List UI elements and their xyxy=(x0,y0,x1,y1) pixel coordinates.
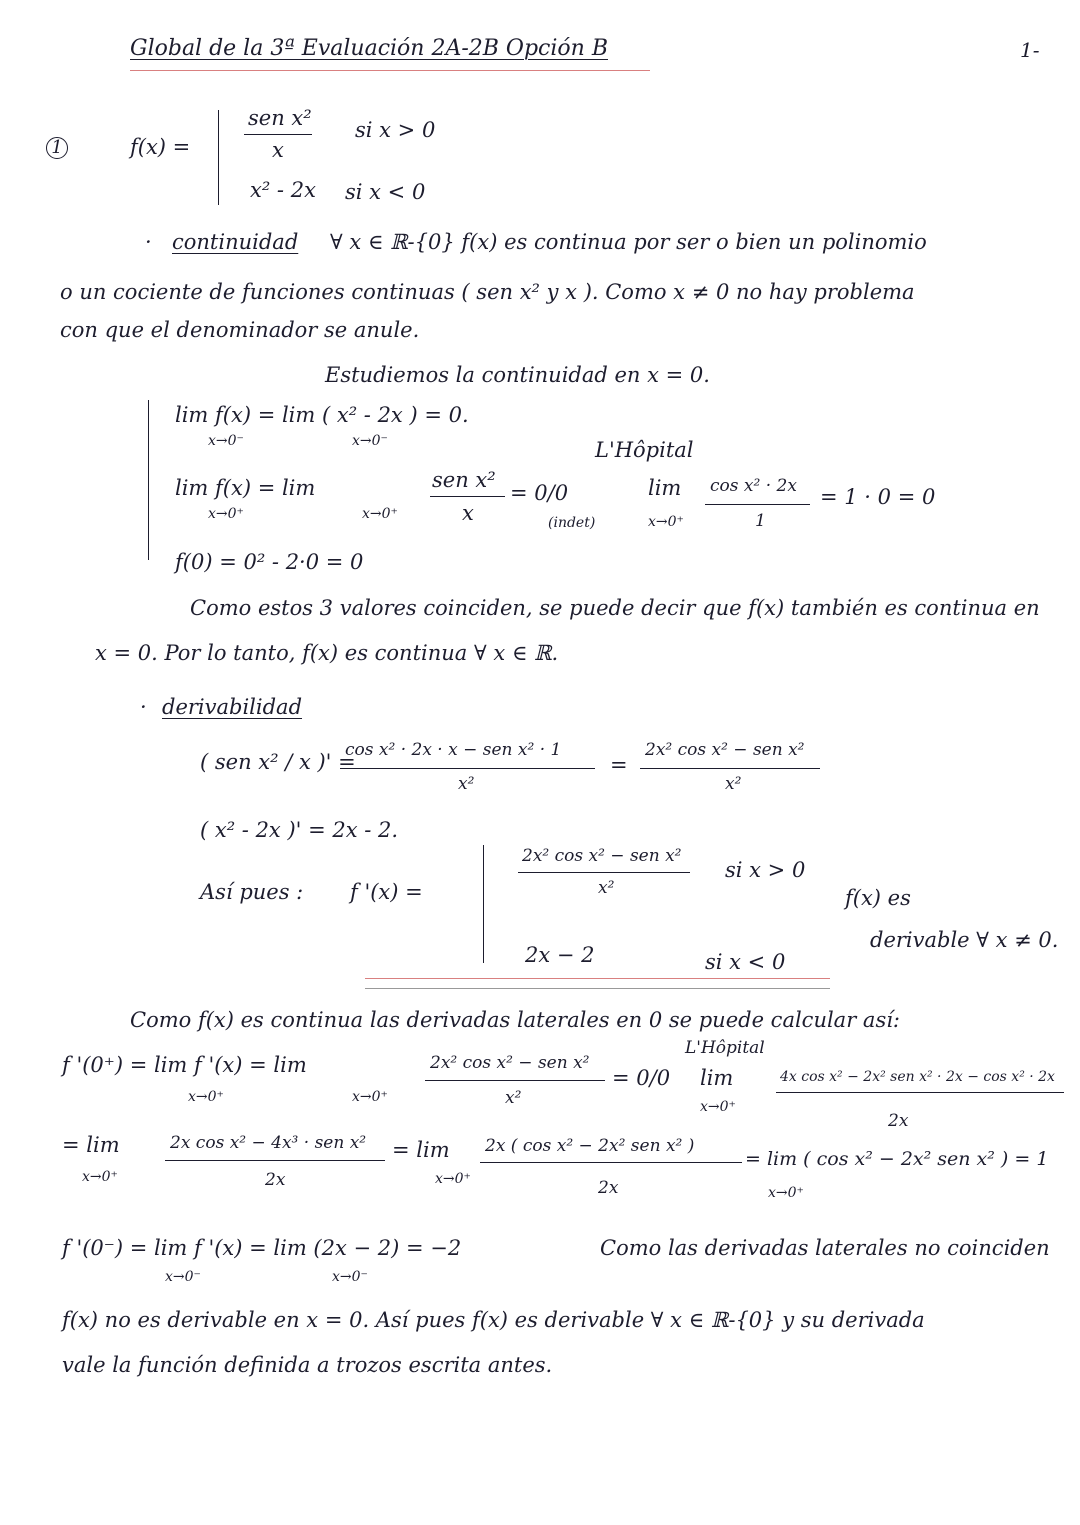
row2-equals-lim: = lim xyxy=(392,1138,450,1162)
limit-right-subscript: x→0⁺ xyxy=(208,506,244,522)
section-separator xyxy=(365,978,830,979)
limit-right-numerator: sen x² xyxy=(432,468,496,492)
function-label: f(x) = xyxy=(130,135,191,159)
fprime-branch2: 2x − 2 xyxy=(525,943,595,967)
zero-over-zero: = 0/0 xyxy=(510,481,569,505)
hopital-label: L'Hôpital xyxy=(595,438,694,462)
fp0plus-hopital-numerator: 4x cos x² − 2x² sen x² · 2x − cos x² · 2x xyxy=(780,1069,1055,1085)
fprime-branch1-condition: si x > 0 xyxy=(725,858,806,882)
row2-numerator-2: 2x ( cos x² − 2x² sen x² ) xyxy=(485,1136,695,1156)
no-coinciden-text: Como las derivadas laterales no coinciden xyxy=(600,1236,1050,1260)
hopital-result: = 1 · 0 = 0 xyxy=(820,485,936,509)
row2-denominator-2: 2x xyxy=(598,1178,619,1198)
branch1-fraction-bar xyxy=(244,134,312,135)
limit-left-subscript-2: x→0⁻ xyxy=(352,433,388,449)
derivative-1-fraction-bar xyxy=(340,768,595,769)
derivable-note-2: derivable ∀ x ≠ 0. xyxy=(870,928,1059,952)
final-text-2: vale la función definida a trozos escrita antes. xyxy=(62,1353,553,1377)
limit-right: lim f(x) = lim xyxy=(175,476,316,500)
fprime-brace xyxy=(483,845,484,963)
row2-lim: = lim xyxy=(62,1133,120,1157)
fp0plus-hopital-bar xyxy=(776,1092,1064,1093)
continuity-text-1: ∀ x ∈ ℝ-{0} f(x) es continua por ser o bien un polinomio xyxy=(330,230,927,254)
derivative-1-denominator: x² xyxy=(458,774,475,794)
continuity-text-2: o un cociente de funciones continuas ( sen x² y x ). Como x ≠ 0 no hay problema xyxy=(60,280,915,304)
page-title: Global de la 3ª Evaluación 2A-2B Opción B xyxy=(130,36,608,61)
problem-number: 1 xyxy=(46,137,68,159)
fp0minus-subscript-1: x→0⁻ xyxy=(165,1269,201,1285)
row2-fraction-bar xyxy=(165,1160,385,1161)
final-text-1: f(x) no es derivable en x = 0. Así pues f(x) es derivable ∀ x ∈ ℝ-{0} y su derivada xyxy=(62,1308,925,1332)
row2-fraction-bar-2 xyxy=(480,1162,742,1163)
limit-left: lim f(x) = lim ( x² - 2x ) = 0. xyxy=(175,403,469,427)
fp0minus-subscript-2: x→0⁻ xyxy=(332,1269,368,1285)
hopital-subscript: x→0⁺ xyxy=(648,514,684,530)
derivability-heading: derivabilidad xyxy=(162,695,303,719)
hopital-numerator: cos x² · 2x xyxy=(710,476,797,496)
branch2-expression: x² - 2x xyxy=(250,178,316,202)
continuity-heading: continuidad xyxy=(172,230,299,254)
row2-final: = lim ( cos x² − 2x² sen x² ) = 1 xyxy=(745,1148,1049,1170)
derivative-1-simplified-bar xyxy=(640,768,820,769)
branch2-condition: si x < 0 xyxy=(345,180,426,204)
derivable-note-1: f(x) es xyxy=(845,886,911,910)
fp0plus-fraction-bar xyxy=(425,1080,605,1081)
fp0plus-hopital-subscript: x→0⁺ xyxy=(700,1099,736,1115)
section-separator-2 xyxy=(365,988,830,989)
limit-right-fraction-bar xyxy=(430,496,505,497)
fprime-label: f '(x) = xyxy=(350,880,423,904)
fp0plus-hopital-lim: lim xyxy=(700,1066,734,1090)
limit-right-subscript-2: x→0⁺ xyxy=(362,506,398,522)
fprime-branch1-bar xyxy=(518,872,690,873)
branch1-denominator: x xyxy=(272,138,284,162)
fprime-branch2-condition: si x < 0 xyxy=(705,950,786,974)
f-at-zero: f(0) = 0² - 2·0 = 0 xyxy=(175,550,364,574)
continuity-conclusion-1: Como estos 3 valores coinciden, se puede decir que f(x) también es continua en xyxy=(190,596,1040,620)
fp0plus-subscript-1: x→0⁺ xyxy=(188,1089,224,1105)
fprime-branch1-numerator: 2x² cos x² − sen x² xyxy=(522,846,682,866)
continuity-conclusion-2: x = 0. Por lo tanto, f(x) es continua ∀ x ∈ ℝ. xyxy=(95,641,559,665)
row2-numerator: 2x cos x² − 4x³ · sen x² xyxy=(170,1133,367,1153)
fp0plus-hopital-label: L'Hôpital xyxy=(685,1038,765,1058)
bullet: · xyxy=(140,695,147,719)
row2-subscript-2: x→0⁺ xyxy=(435,1171,471,1187)
derivative-1-equals: = xyxy=(610,753,628,777)
row2-subscript-1: x→0⁺ xyxy=(82,1169,118,1185)
lateral-intro: Como f(x) es continua las derivadas laterales en 0 se puede calcular así: xyxy=(130,1008,901,1032)
bullet: · xyxy=(145,230,152,254)
hopital-lim: lim xyxy=(648,476,682,500)
limit-left-subscript: x→0⁻ xyxy=(208,433,244,449)
derivative-1-lhs: ( sen x² / x )' = xyxy=(200,750,356,774)
fp0plus-denominator: x² xyxy=(505,1088,522,1108)
fp0plus-subscript-2: x→0⁺ xyxy=(352,1089,388,1105)
fprime-branch1-denominator: x² xyxy=(598,878,615,898)
hopital-denominator: 1 xyxy=(755,511,766,531)
fp0plus-hopital-denominator: 2x xyxy=(888,1111,909,1131)
continuity-study-line: Estudiemos la continuidad en x = 0. xyxy=(325,363,710,387)
branch1-condition: si x > 0 xyxy=(355,118,436,142)
fp0plus-zero-over-zero: = 0/0 xyxy=(612,1066,671,1090)
derivative-1-numerator: cos x² · 2x · x − sen x² · 1 xyxy=(345,740,562,760)
derivative-2: ( x² - 2x )' = 2x - 2. xyxy=(200,818,399,842)
limit-right-denominator: x xyxy=(462,501,474,525)
indeterminate-label: (indet) xyxy=(548,515,596,531)
limits-brace xyxy=(148,400,149,560)
continuity-text-3: con que el denominador se anule. xyxy=(60,318,420,342)
row2-subscript-3: x→0⁺ xyxy=(768,1185,804,1201)
fp0minus: f '(0⁻) = lim f '(x) = lim (2x − 2) = −2 xyxy=(62,1236,462,1260)
row2-denominator: 2x xyxy=(265,1170,286,1190)
title-underline xyxy=(130,70,650,71)
fp0plus-lhs: f '(0⁺) = lim f '(x) = lim xyxy=(62,1053,307,1077)
piecewise-brace xyxy=(218,110,219,205)
derivative-1-simplified-numerator: 2x² cos x² − sen x² xyxy=(645,740,805,760)
hopital-fraction-bar xyxy=(705,504,810,505)
fp0plus-numerator: 2x² cos x² − sen x² xyxy=(430,1053,590,1073)
page-number: 1- xyxy=(1020,38,1040,62)
derivative-1-simplified-denominator: x² xyxy=(725,774,742,794)
asi-pues: Así pues : xyxy=(200,880,304,904)
branch1-numerator: sen x² xyxy=(248,106,312,130)
